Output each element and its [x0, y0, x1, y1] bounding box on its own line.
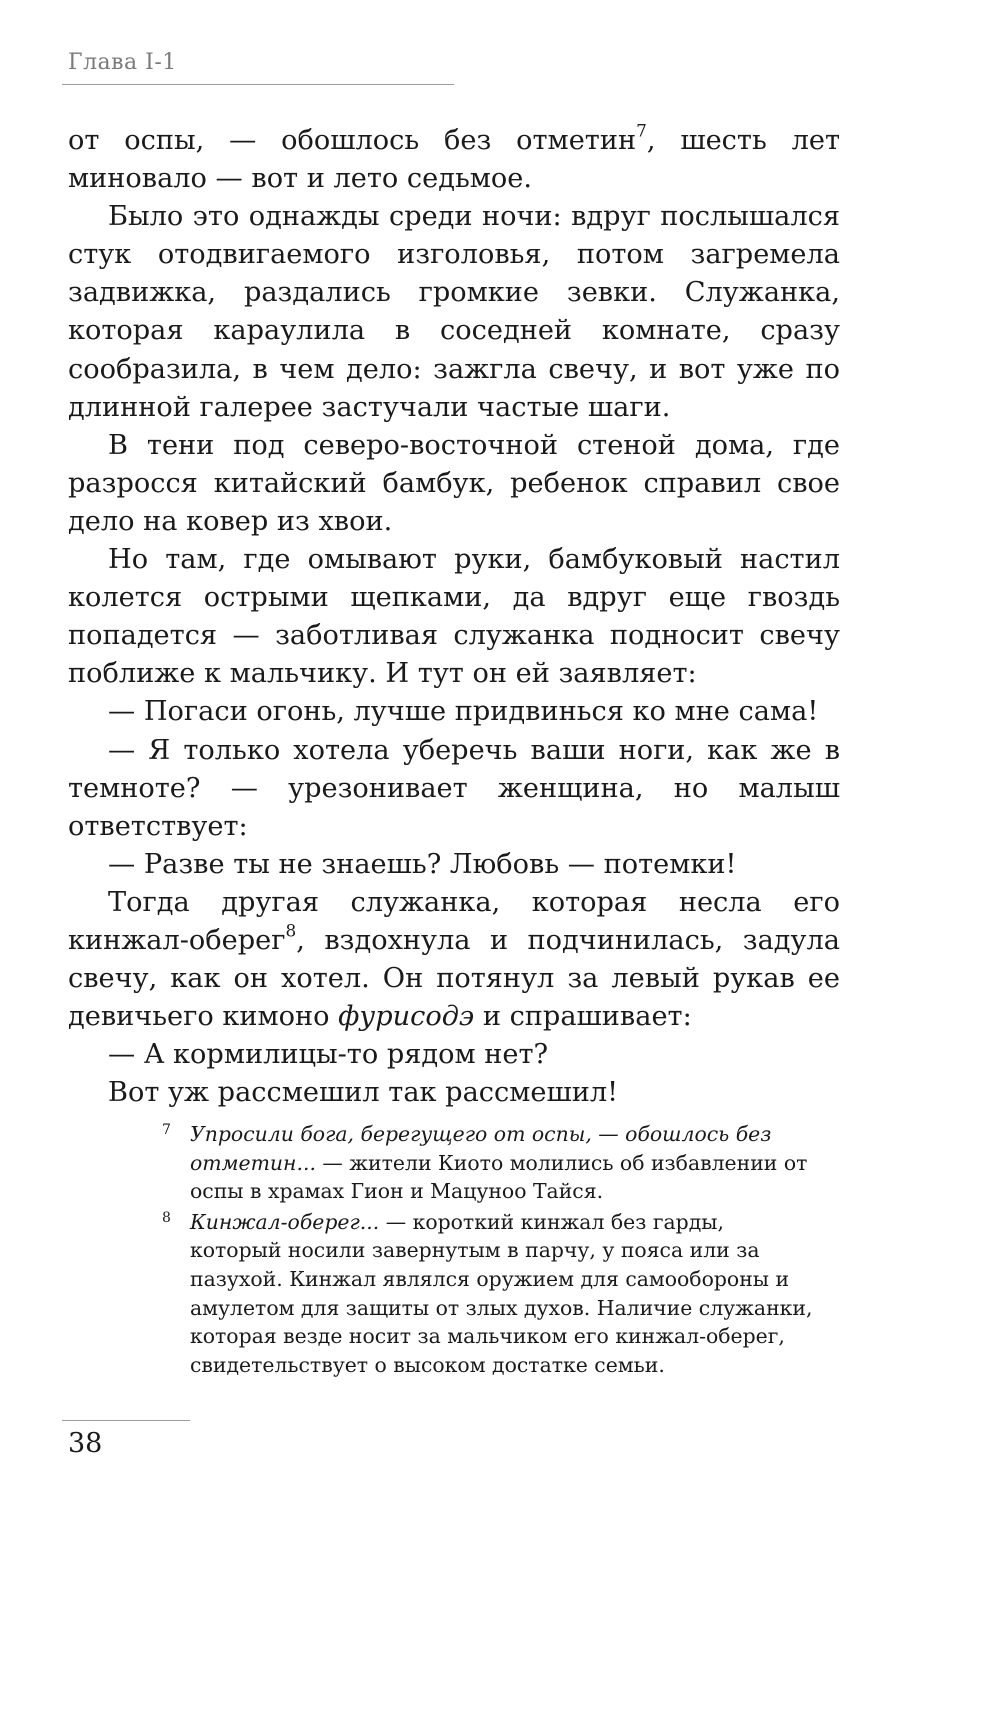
page-number: 38	[68, 1428, 103, 1459]
footnote-ref-8: 8	[285, 920, 297, 941]
paragraph-3: В тени под северо-восточной стеной дома, где разросся китайский бамбук, ребенок справил свое дело на ковер из хвои.	[68, 429, 840, 537]
paragraph-8-part-c: и спрашивает:	[474, 1001, 692, 1033]
footnote-7-number: 7	[162, 1122, 171, 1138]
paragraph-8	[68, 884, 840, 1036]
footnote-7-body	[190, 1120, 814, 1206]
paragraph-4: Но там, где омывают руки, бамбуковый настил колется острыми щепками, да вдруг еще гвоздь попадется — заботливая служанка подносит свечу поближе к мальчику. И тут он ей заявляет:	[68, 544, 840, 690]
paragraph-10: Вот уж рассмешил так рассмешил!	[108, 1077, 619, 1109]
paragraph-9: — А кормилицы-то рядом нет?	[108, 1039, 549, 1071]
footnote-8-text: — короткий кинжал без гарды, который носили завернутым в парчу, у пояса или за пазухой. Кинжал являлся оружием для самообороны и амулетом для защиты от злых духов. Наличие служанки, которая везде носит за мальчиком его кинжал-оберег, свидетельствует о высоком достатке семьи.	[190, 1209, 813, 1377]
footnote-7	[162, 1120, 814, 1206]
footnote-8-body	[190, 1208, 814, 1380]
footnote-7-term: Упросили бога, берегущего от оспы, — обошлось без отметин...	[190, 1122, 772, 1175]
header-rule	[62, 84, 454, 85]
footnote-ref-7: 7	[636, 120, 647, 141]
paragraph-1-tail: , шесть лет миновало — вот и лето седьмое.	[68, 125, 840, 195]
running-head: Глава I-1	[68, 50, 177, 75]
footnote-8-term: Кинжал-оберег...	[190, 1209, 380, 1234]
paragraph-5: — Погаси огонь, лучше придвинься ко мне сама!	[108, 696, 819, 728]
paragraph-8-part-b: , вздохнула и подчинилась, задула свечу, как он хотел. Он потянул за левый рукав ее девичьего кимоно	[68, 924, 840, 1033]
paragraph-8-part-a: Тогда другая служанка, которая несла его кинжал-оберег	[68, 886, 840, 956]
main-text	[68, 122, 840, 1112]
footnote-8-number: 8	[162, 1209, 171, 1226]
footnote-8	[162, 1208, 814, 1380]
paragraph-7: — Разве ты не знаешь? Любовь — потемки!	[108, 848, 737, 880]
paragraph-1-text: от оспы, — обошлось без отметин	[68, 125, 637, 156]
footer-rule	[62, 1420, 190, 1421]
footnote-7-text: — жители Киото молились об избавлении от оспы в храмах Гион и Мацуноо Тайся.	[190, 1150, 808, 1204]
footnotes	[162, 1120, 814, 1381]
paragraph-1	[68, 122, 840, 198]
paragraph-2: Было это однажды среди ночи: вдруг послышался стук отодвигаемого изголовья, потом загремела задвижка, раздались громкие зевки. Служанка, которая караулила в соседней комнате, сразу сообразила, в чем дело: зажгла свечу, и вот уже по длинной галерее застучали частые шаги.	[68, 201, 840, 423]
paragraph-6: — Я только хотела уберечь ваши ноги, как же в темноте? — урезонивает женщина, но малыш ответствует:	[68, 734, 840, 842]
paragraph-8-italic: фурисодэ	[338, 1001, 475, 1033]
